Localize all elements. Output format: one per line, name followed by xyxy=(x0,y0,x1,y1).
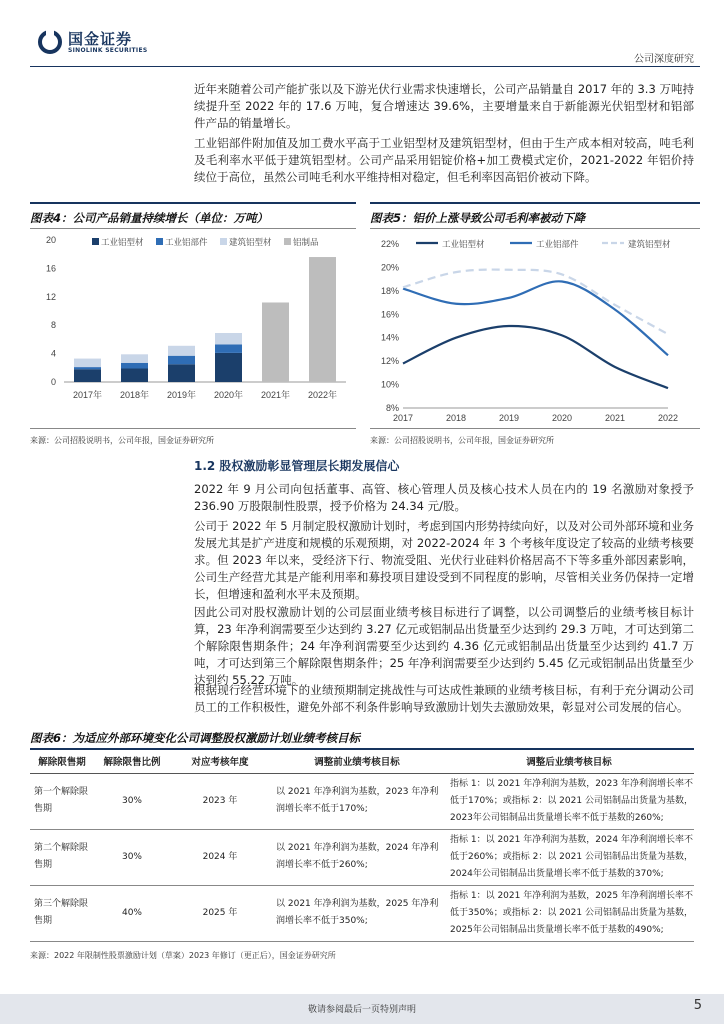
footer-disclaimer: 敬请参阅最后一页特别声明 xyxy=(307,1005,416,1015)
legend-label: 工业铝部件 xyxy=(165,237,208,247)
bar-segment xyxy=(168,364,195,382)
bar-segment xyxy=(121,354,148,363)
before-target-cell: 以 2021 年净利润为基数，2024 年净利润增长率不低于260%; xyxy=(270,829,444,885)
fig4-bottom-divider xyxy=(30,428,356,429)
after-target-cell: 指标 1：以 2021 年净利润为基数，2024 年净利润增长率不低于260%；或指标 2：以 2021 公司铝制品出货量为基数，2024年公司铝制品出货量增长率不低于基数的370%; xyxy=(444,829,694,885)
y-tick-label: 8 xyxy=(50,320,56,331)
header-divider xyxy=(30,66,700,67)
paragraph-background: 公司于 2022 年 5 月制定股权激励计划时，考虑到国内形势持续向好，以及对公司外部环境和业务发展尤其是扩产进度和规模的乐观预期，对 2022-2024 年 3 个考核年度设定了较高的业绩考核要求。但 2023 年以来，受经济下行、物流受阻、光伏行业硅料价格居高不下等多重外部因素影响，公司生产经营尤其是产能利用率和募投项目建设受到不同程度的影响，尽管相关业务仍保持一定增长，但增速和盈利水平未及预期。 xyxy=(194,519,694,601)
table-header-cell: 对应考核年度 xyxy=(170,749,270,773)
year-cell: 2025 年 xyxy=(170,885,270,941)
ratio-cell: 40% xyxy=(94,885,170,941)
after-target-cell: 指标 1：以 2021 年净利润为基数，2023 年净利润增长率不低于170%；或指标 2：以 2021 公司铝制品出货量为基数，2023年公司铝制品出货量增长率不低于基数的260%; xyxy=(444,773,694,829)
fig4-title: 图表4：公司产品销量持续增长（单位：万吨） xyxy=(30,202,356,226)
legend-label: 工业铝部件 xyxy=(536,239,579,249)
ratio-cell: 30% xyxy=(94,829,170,885)
fig5-bottom-divider xyxy=(370,428,700,429)
legend-swatch xyxy=(220,238,227,245)
x-tick-label: 2020年 xyxy=(213,390,244,400)
paragraph-grant: 2022 年 9 月公司向包括董事、高管、核心管理人员及核心技术人员在内的 19 名激励对象授予 236.90 万股限制性股票，授予价格为 24.34 元/股。 xyxy=(194,482,694,513)
fig6-table xyxy=(30,748,694,942)
y-tick-label: 14% xyxy=(380,332,399,343)
x-tick-label: 2018年 xyxy=(119,390,150,400)
table-header-cell: 解除限售比例 xyxy=(94,749,170,773)
legend-label: 工业铝型材 xyxy=(442,239,485,249)
report-type: 公司深度研究 xyxy=(634,54,694,65)
fig5-line-chart xyxy=(370,230,700,426)
year-cell: 2023 年 xyxy=(170,773,270,829)
fig4-bar-chart xyxy=(30,230,356,416)
y-tick-label: 20% xyxy=(380,262,399,273)
legend-label: 铝制品 xyxy=(293,237,319,247)
logo-en-text: SINOLINK SECURITIES xyxy=(68,47,148,54)
bar-segment xyxy=(121,369,148,382)
paragraph-sales-growth: 近年来随着公司产能扩张以及下游光伏行业需求快速增长，公司产品销量自 2017 年的 3.3 万吨持续提升至 2022 年的 17.6 万吨，复合增速达 39.6%，主要增量来自于新能源光伏铝型材和铝部件产品的销量增长。 xyxy=(194,82,694,130)
period-cell: 第三个解除限售期 xyxy=(30,885,94,941)
x-tick-label: 2022年 xyxy=(307,390,338,400)
y-tick-label: 10% xyxy=(380,379,399,390)
legend-label: 建筑铝型材 xyxy=(229,237,272,247)
y-tick-label: 12 xyxy=(45,291,56,302)
x-tick-label: 2019年 xyxy=(166,390,197,400)
paragraph-margin: 工业铝部件附加值及加工费水平高于工业铝型材及建筑铝型材，但由于生产成本相对较高，吨毛利及毛利率水平低于建筑铝型材。公司产品采用铝锭价格+加工费模式定价，2021-2022 年铝价持续位于高位，虽然公司吨毛利水平维持相对稳定，但毛利率因高铝价被动下降。 xyxy=(194,136,694,184)
bar-segment xyxy=(74,369,101,382)
x-tick-label: 2020 xyxy=(551,413,573,423)
series-line xyxy=(403,326,668,388)
after-target-cell: 指标 1：以 2021 年净利润为基数，2025 年净利润增长率不低于350%；或指标 2：以 2021 公司铝制品出货量为基数，2025年公司铝制品出货量增长率不低于基数的490%; xyxy=(444,885,694,941)
fig4-title-underline xyxy=(30,228,356,229)
fig6-title: 图表6：为适应外部环境变化公司调整股权激励计划业绩考核目标 xyxy=(30,731,360,745)
table-row xyxy=(30,773,694,829)
fig6-source: 来源：2022 年限制性股票激励计划（草案）2023 年修订（更正后），国金证券研究所 xyxy=(30,951,336,960)
fig5-title: 图表5：铝价上涨导致公司毛利率被动下降 xyxy=(370,202,700,226)
fig6-table-wrapper xyxy=(30,748,694,942)
y-tick-label: 22% xyxy=(380,239,399,249)
bar-segment xyxy=(168,356,195,365)
bar-segment xyxy=(74,359,101,368)
y-tick-label: 8% xyxy=(385,403,399,413)
year-cell: 2024 年 xyxy=(170,829,270,885)
before-target-cell: 以 2021 年净利润为基数，2023 年净利润增长率不低于170%; xyxy=(270,773,444,829)
bar-segment xyxy=(215,344,242,353)
y-tick-label: 0 xyxy=(50,377,56,387)
x-tick-label: 2021年 xyxy=(260,390,291,400)
x-tick-label: 2018 xyxy=(445,413,467,423)
ratio-cell: 30% xyxy=(94,773,170,829)
logo-mark-icon xyxy=(38,30,62,54)
table-header-cell: 调整后业绩考核目标 xyxy=(444,749,694,773)
before-target-cell: 以 2021 年净利润为基数，2025 年净利润增长率不低于350%; xyxy=(270,885,444,941)
bar-segment xyxy=(309,257,336,382)
period-cell: 第一个解除限售期 xyxy=(30,773,94,829)
fig4-source: 来源：公司招股说明书，公司年报，国金证券研究所 xyxy=(30,436,214,445)
logo-cn-text: 国金证券 xyxy=(68,30,133,48)
y-tick-label: 18% xyxy=(380,285,399,296)
y-tick-label: 4 xyxy=(50,348,56,359)
legend-swatch xyxy=(284,238,291,245)
y-tick-label: 12% xyxy=(380,356,399,367)
legend-swatch xyxy=(92,238,99,245)
bar-segment xyxy=(215,333,242,344)
fig5-title-underline xyxy=(370,228,700,229)
bar-segment xyxy=(262,302,289,382)
x-tick-label: 2019 xyxy=(498,413,520,423)
bar-segment xyxy=(215,353,242,382)
x-tick-label: 2021 xyxy=(604,413,626,423)
table-row xyxy=(30,829,694,885)
table-header-cell: 解除限售期 xyxy=(30,749,94,773)
paragraph-conclusion: 根据现行经营环境下的业绩预期制定挑战性与可达成性兼顾的业绩考核目标，有利于充分调动公司员工的工作积极性，避免外部不利条件影响导致激励计划失去激励效果，彰显对公司发展的信心。 xyxy=(194,683,694,714)
legend-label: 建筑铝型材 xyxy=(628,239,671,249)
table-header-cell: 调整前业绩考核目标 xyxy=(270,749,444,773)
bar-segment xyxy=(74,367,101,369)
x-tick-label: 2017年 xyxy=(72,390,103,400)
y-tick-label: 16% xyxy=(380,309,399,320)
section-title: 1.2 股权激励彰显管理层长期发展信心 xyxy=(194,459,400,473)
x-tick-label: 2017 xyxy=(392,413,414,423)
x-tick-label: 2022 xyxy=(657,413,679,423)
table-header-row xyxy=(30,749,694,773)
period-cell: 第二个解除限售期 xyxy=(30,829,94,885)
table-row xyxy=(30,885,694,941)
page-number: 5 xyxy=(693,998,702,1013)
bar-segment xyxy=(121,363,148,369)
y-tick-label: 20 xyxy=(45,235,56,245)
legend-label: 工业铝型材 xyxy=(101,237,144,247)
bar-segment xyxy=(168,346,195,356)
paragraph-adjustment: 因此公司对股权激励计划的公司层面业绩考核目标进行了调整，以公司调整后的业绩考核目标计算，23 年净利润需要至少达到约 3.27 亿元或铝制品出货量至少达到约 29.3 万吨，才可达到第二个解除限售期条件；24 年净利润需要至少达到约 4.36 亿元或铝制品出货量至少达到约 41.7 万吨，才可达到第三个解除限售期条件；25 年净利润需要至少达到约 5.45 亿元或铝制品出货量至少达到约 55.22 万吨。 xyxy=(194,605,694,687)
fig5-source: 来源：公司招股说明书，公司年报，国金证券研究所 xyxy=(370,436,554,445)
legend-swatch xyxy=(156,238,163,245)
company-logo xyxy=(38,28,158,58)
y-tick-label: 16 xyxy=(45,263,56,274)
